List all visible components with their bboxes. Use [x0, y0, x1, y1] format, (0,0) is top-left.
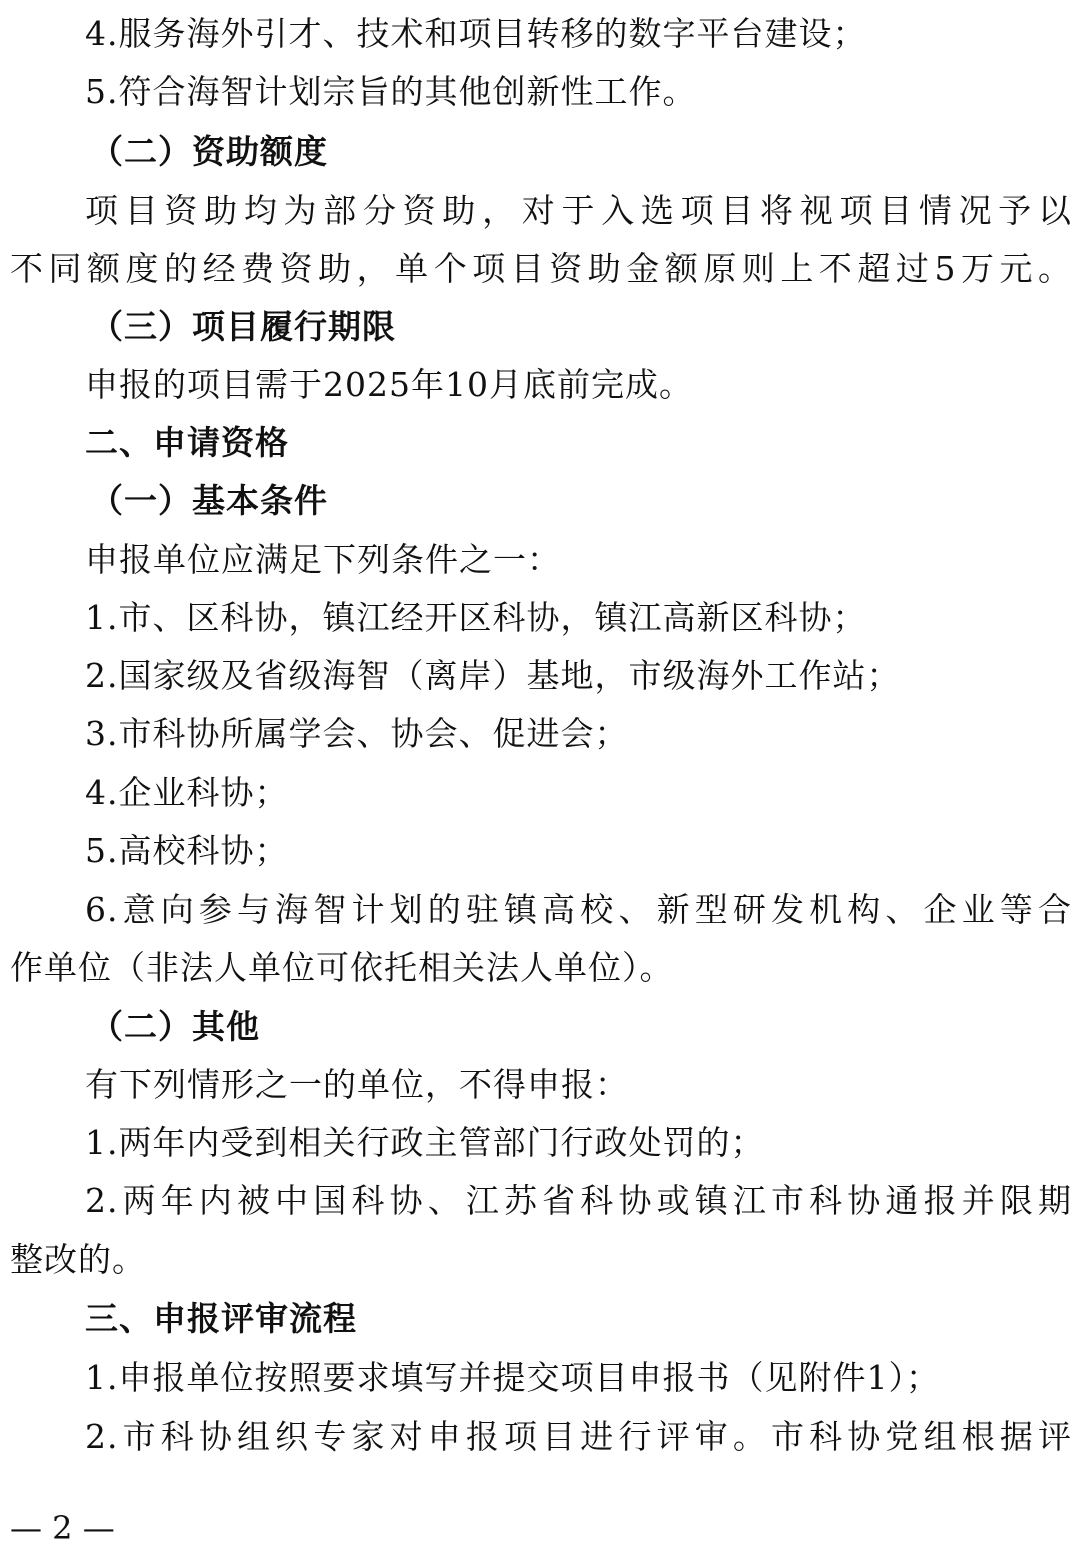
paragraph-project-deadline: 申报的项目需于2025年10月底前完成。 — [85, 365, 693, 404]
section-heading-project-period: （三）项目履行期限 — [90, 307, 396, 346]
list-item-rectification-line-1: 2.两年内被中国科协、江苏省科协或镇江市科协通报并限期 — [85, 1181, 1072, 1220]
list-item-cooperating-units-line-1: 6.意向参与海智计划的驻镇高校、新型研发机构、企业等合 — [85, 890, 1072, 929]
list-item-haizhi-bases: 2.国家级及省级海智（离岸）基地，市级海外工作站； — [85, 656, 901, 695]
paragraph-basic-conditions-intro: 申报单位应满足下列条件之一： — [85, 540, 561, 579]
list-item-cooperating-units-line-2: 作单位（非法人单位可依托相关法人单位）。 — [10, 948, 674, 987]
section-heading-funding-amount: （二）资助额度 — [90, 132, 328, 171]
section-heading-other: （二）其他 — [90, 1007, 260, 1046]
section-heading-eligibility: 二、申请资格 — [85, 423, 289, 462]
section-heading-review-process: 三、申报评审流程 — [85, 1299, 357, 1338]
list-item-university-science-associations: 5.高校科协； — [85, 831, 289, 870]
list-item-administrative-penalty: 1.两年内受到相关行政主管部门行政处罚的； — [85, 1123, 765, 1162]
list-item-affiliated-societies: 3.市科协所属学会、协会、促进会； — [85, 714, 629, 753]
list-item-district-science-associations: 1.市、区科协，镇江经开区科协，镇江高新区科协； — [85, 598, 867, 637]
paragraph-funding-line-1: 项目资助均为部分资助，对于入选项目将视项目情况予以 — [85, 191, 1072, 230]
list-item-submit-application: 1.申报单位按照要求填写并提交项目申报书（见附件1）； — [85, 1358, 940, 1397]
list-item-rectification-line-2: 整改的。 — [10, 1240, 146, 1279]
list-item-enterprise-science-associations: 4.企业科协； — [85, 773, 289, 812]
page-number: — 2 — — [10, 1509, 115, 1547]
list-item-other-innovative-work: 5.符合海智计划宗旨的其他创新性工作。 — [85, 72, 697, 111]
paragraph-ineligible-intro: 有下列情形之一的单位，不得申报： — [85, 1065, 629, 1104]
paragraph-funding-line-2: 不同额度的经费资助，单个项目资助金额原则上不超过5万元。 — [10, 249, 1072, 288]
list-item-expert-review: 2.市科协组织专家对申报项目进行评审。市科协党组根据评 — [85, 1417, 1072, 1456]
list-item-digital-platform: 4.服务海外引才、技术和项目转移的数字平台建设； — [85, 14, 867, 53]
section-heading-basic-conditions: （一）基本条件 — [90, 481, 328, 520]
